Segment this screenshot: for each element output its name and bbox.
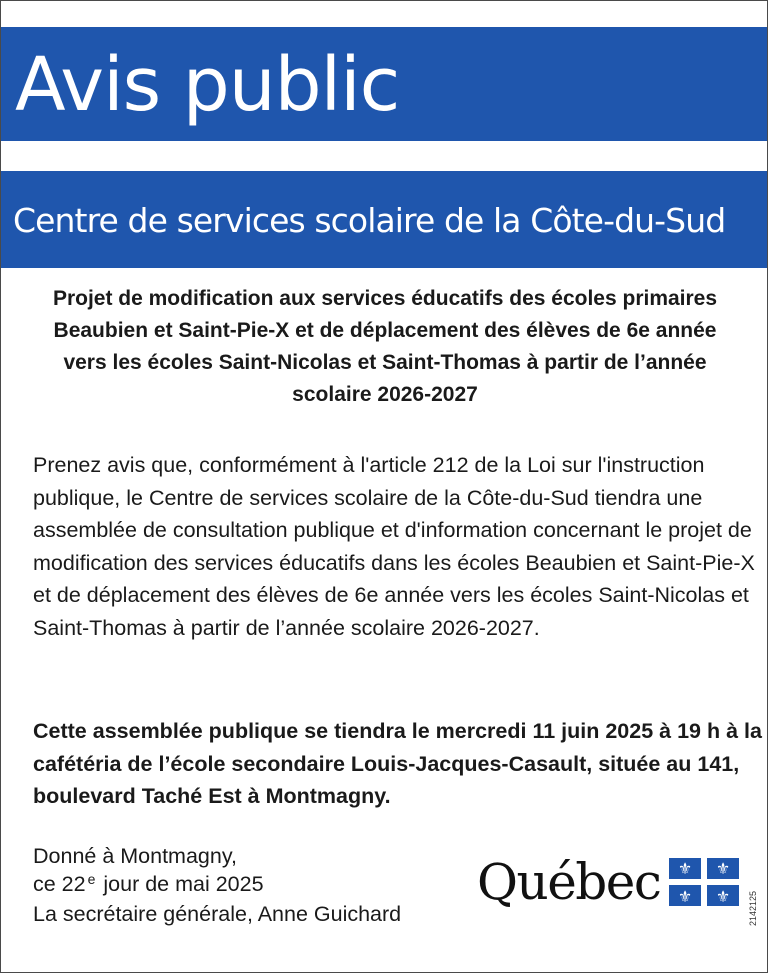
notice-paragraph-meeting: Cette assemblée publique se tiendra le mercredi 11 juin 2025 à 19 h à la cafétéria de l’école secondaire Louis-Jacques-Casault, située au 141, boulevard Taché Est à Montmagny.: [33, 719, 762, 808]
signature-block: [33, 842, 473, 928]
signature-date: ce 22 $^e$ jour de mai 2025: [33, 871, 264, 896]
notice-title: Avis public: [15, 42, 400, 128]
notice-heading: Projet de modification aux services éducatifs des écoles primaires Beaubien et Saint-Pie-X et de déplacement des élèves de 6e année vers les écoles Saint-Nicolas et Saint-Thomas à partir de l’année scolaire 2026-2027: [52, 287, 718, 406]
fleurdelise-flag-icon: [669, 858, 739, 906]
organization-name: Centre de services scolaire de la Côte-du-Sud: [13, 201, 726, 240]
svg-text:⚜: ⚜: [715, 859, 731, 878]
date-superscript: e: [87, 871, 96, 887]
organization-banner: [1, 171, 767, 268]
reference-number: 2142125: [748, 890, 758, 926]
svg-text:⚜: ⚜: [677, 887, 693, 906]
quebec-wordmark: Québec: [477, 853, 661, 911]
title-banner: [1, 27, 767, 141]
svg-text:⚜: ⚜: [715, 887, 731, 906]
signatory: La secrétaire générale, Anne Guichard: [33, 902, 402, 926]
signature-place: Donné à Montmagny,: [33, 844, 237, 868]
quebec-logo: [477, 850, 743, 914]
svg-text:⚜: ⚜: [677, 859, 693, 878]
notice-paragraph-consultation: Prenez avis que, conformément à l'article 212 de la Loi sur l'instruction publique, le Centre de services scolaire de la Côte-du-Sud tiendra une assemblée de consultation publique et d'information concernant le projet de modification des services éducatifs dans les écoles Beaubien et Saint-Pie-X et de déplacement des élèves de 6e année vers les écoles Saint-Nicolas et Saint-Thomas à partir de l’année scolaire 2026-2027.: [33, 453, 755, 640]
